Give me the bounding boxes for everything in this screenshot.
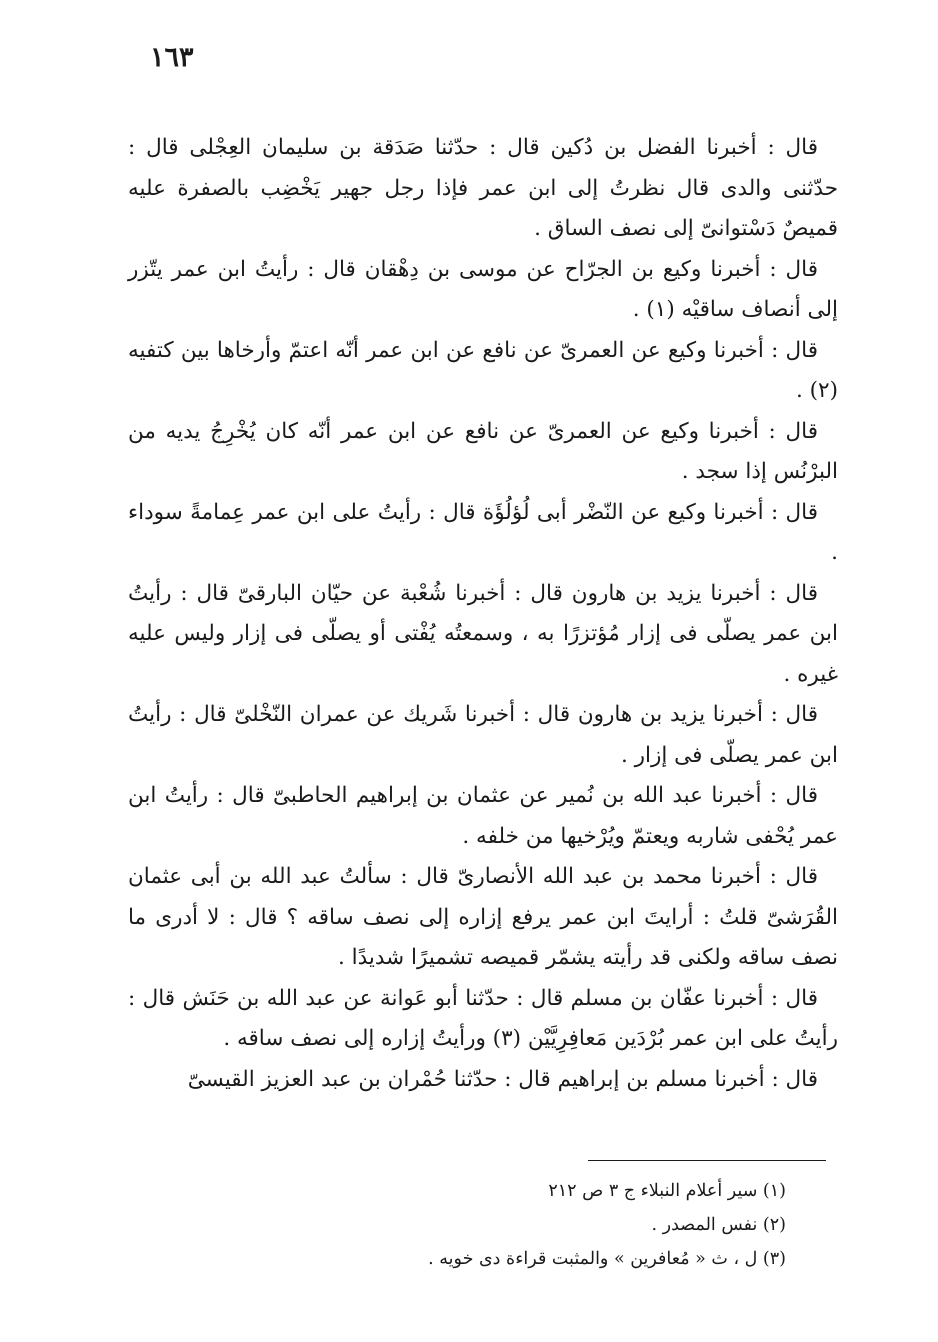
paragraph: قال : أخبرنا يزيد بن هارون قال : أخبرنا شُعْبة عن حيّان البارقىّ قال : رأيتُ ابن عمر يصلّى فى إزار مُؤتزرًا به ، وسمعتُه يُفْتى أو يصلّى فى إزار وليس عليه غيره . [128, 580, 838, 687]
paragraph: قال : أخبرنا يزيد بن هارون قال : أخبرنا شَريك عن عمران النّخْلىّ قال : رأيتُ ابن عمر يصلّى فى إزار . [128, 702, 838, 768]
paragraph: قال : أخبرنا الفضل بن دُكين قال : حدّثنا صَدَقة بن سليمان العِجْلى قال : حدّثنى والدى قال نظرتُ إلى ابن عمر فإذا رجل جهير يَخْضِب بالصفرة عليه قميصٌ دَسْتوانىّ إلى نصف الساق . [128, 135, 838, 241]
paragraph: قال : أخبرنا عبد الله بن نُمير عن عثمان بن إبراهيم الحاطبىّ قال : رأيتُ ابن عمر يُحْفى شاربه ويعتمّ ويُرْخيها من خلفه . [128, 783, 838, 849]
paragraph: قال : أخبرنا عفّان بن مسلم قال : حدّثنا أبو عَوانة عن عبد الله بن حَنَش قال : رأيتُ على ابن عمر بُرْدَين مَعافِرِيَّيْن (٣) ورأيتُ إزاره إلى نصف ساقه . [128, 985, 838, 1051]
paragraph: قال : أخبرنا وكيع عن النّضْر أبى لُؤلُؤَة قال : رأيتُ على ابن عمر عِمامةً سوداء . [128, 499, 838, 565]
paragraph: قال : أخبرنا وكيع عن العمرىّ عن نافع عن ابن عمر أنّه كان يُخْرِجُ يديه من البرْنُس إذا سجد . [128, 418, 838, 484]
body-text [128, 128, 838, 1100]
paragraph: قال : أخبرنا وكيع عن العمرىّ عن نافع عن ابن عمر أنّه اعتمّ وأرخاها بين كتفيه (٢) . [128, 337, 838, 403]
footnotes [126, 1174, 786, 1276]
paragraph: قال : أخبرنا مسلم بن إبراهيم قال : حدّثنا حُمْران بن عبد العزيز القيسىّ [187, 1066, 818, 1092]
footnote: (٢) نفس المصدر . [651, 1215, 786, 1235]
footnote-separator [588, 1160, 826, 1161]
paragraph: قال : أخبرنا وكيع بن الجرّاح عن موسى بن دِهْقان قال : رأيتُ ابن عمر يتّزر إلى أنصاف ساقيْه (١) . [128, 256, 838, 322]
footnote: (٣) ل ، ث « مُعافرين » والمثبت قراءة دى خويه . [428, 1249, 786, 1269]
page-number: ١٦٣ [150, 42, 194, 73]
footnote: (١) سير أعلام النبلاء ج ٣ ص ٢١٢ [548, 1181, 786, 1201]
paragraph: قال : أخبرنا محمد بن عبد الله الأنصارىّ قال : سألتُ عبد الله بن أبى عثمان القُرَشىّ قلتُ : أرايتَ ابن عمر يرفع إزاره إلى نصف ساقه ؟ قال : لا أدرى ما نصف ساقه ولكنى قد رأيته يشمّر قميصه تشميرًا شديدًا . [128, 864, 838, 970]
